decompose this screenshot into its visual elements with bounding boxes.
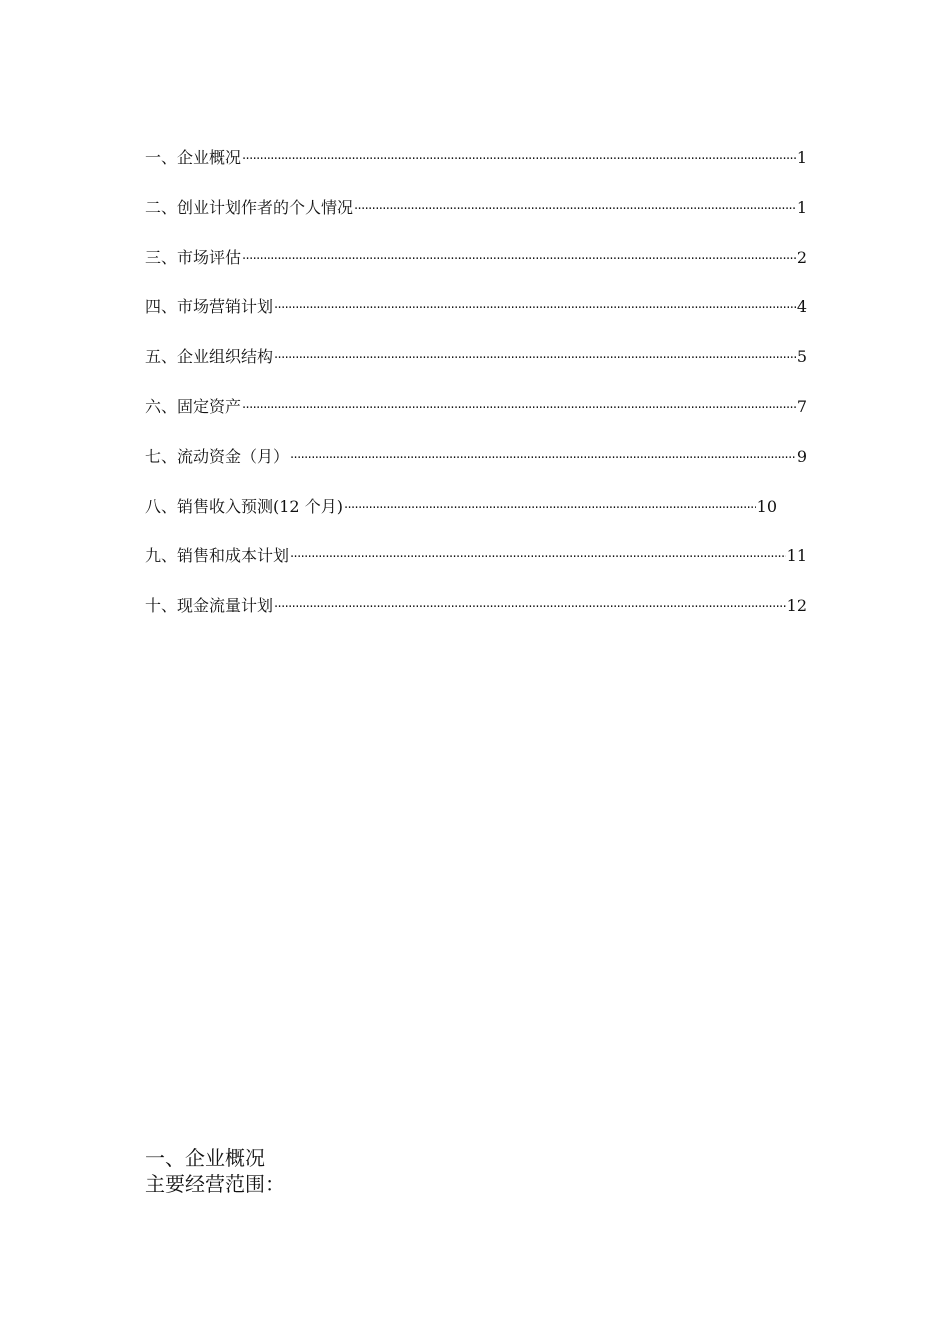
toc-page-number: 9 (796, 446, 807, 466)
toc-page-number: 5 (796, 347, 807, 367)
section-company-overview (145, 1145, 285, 1197)
toc-entry[interactable] (145, 198, 807, 248)
toc-entry[interactable] (145, 546, 807, 596)
toc-entry[interactable] (145, 596, 807, 646)
toc-dot-leader (242, 248, 796, 270)
toc-page-number: 10 (756, 496, 777, 516)
toc-page-number: 12 (786, 596, 807, 616)
toc-entry[interactable] (145, 347, 807, 397)
toc-page-number: 7 (796, 396, 807, 416)
toc-page-number: 1 (796, 197, 807, 217)
toc-page-number: 4 (796, 297, 807, 317)
toc-entry-label: 三、市场评估 (145, 247, 242, 267)
toc-entry-label: 九、销售和成本计划 (145, 546, 290, 566)
toc-entry[interactable] (145, 397, 807, 447)
toc-page-number: 2 (796, 247, 807, 267)
toc-dot-leader (274, 347, 796, 369)
toc-dot-leader (344, 497, 756, 519)
toc-dot-leader (242, 148, 796, 170)
toc-entry[interactable] (145, 497, 777, 547)
toc-dot-leader (274, 596, 786, 618)
toc-entry-label: 八、销售收入预测(12 个月) (145, 496, 343, 516)
toc-entry-label: 七、流动资金（月） (145, 446, 290, 466)
toc-dot-leader (290, 546, 786, 568)
toc-entry[interactable] (145, 148, 807, 198)
toc-page-number: 1 (796, 148, 807, 167)
toc-entry[interactable] (145, 297, 807, 347)
toc-entry-label: 十、现金流量计划 (145, 596, 274, 616)
toc-dot-leader (242, 397, 796, 419)
toc-dot-leader (354, 198, 796, 220)
toc-entry-label: 五、企业组织结构 (145, 347, 274, 367)
toc-page-number: 11 (786, 546, 807, 566)
toc-entry-label: 四、市场营销计划 (145, 297, 274, 317)
toc-dot-leader (290, 447, 796, 469)
toc-entry[interactable] (145, 248, 807, 298)
toc-entry-label: 二、创业计划作者的个人情况 (145, 197, 354, 217)
table-of-contents (145, 148, 807, 646)
toc-entry-label: 六、固定资产 (145, 396, 242, 416)
section-heading: 一、企业概况 (145, 1146, 265, 1170)
section-subheading: 主要经营范围： (145, 1172, 285, 1196)
toc-dot-leader (274, 297, 796, 319)
toc-entry[interactable] (145, 447, 807, 497)
toc-entry-label: 一、企业概况 (145, 148, 242, 167)
